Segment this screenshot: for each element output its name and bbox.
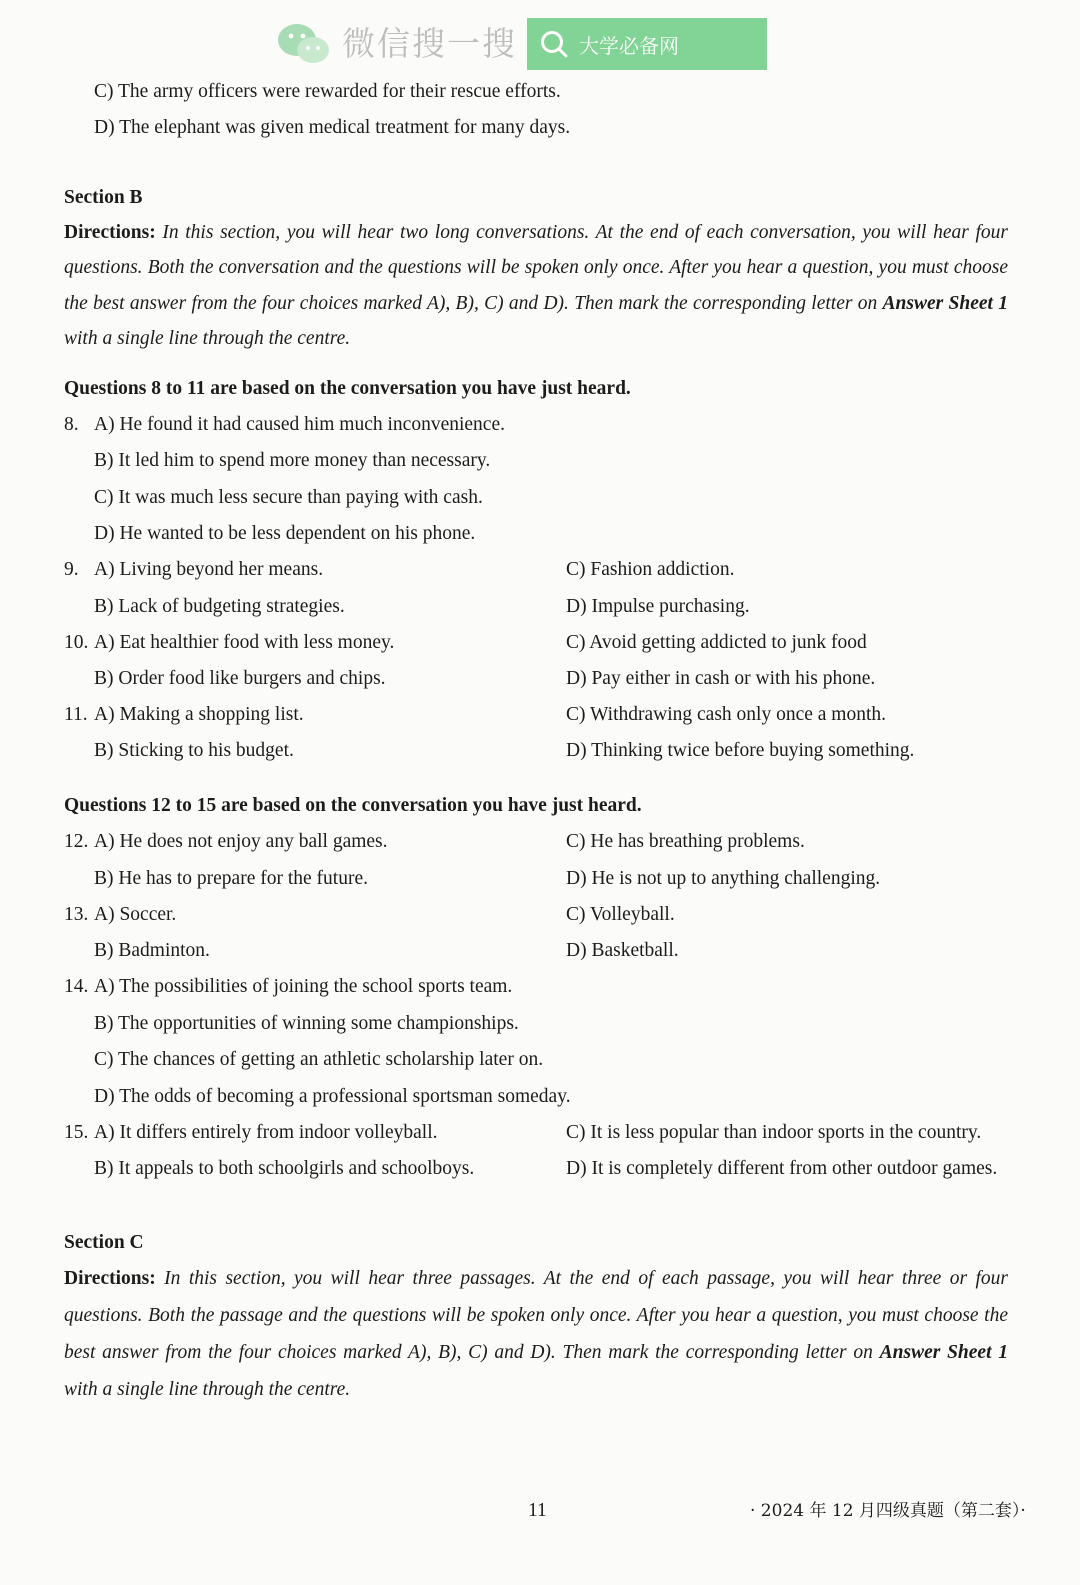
watermark-search-badge (527, 18, 767, 70)
question-number: 8. (64, 414, 79, 435)
option-a: A) Making a shopping list. (94, 704, 304, 725)
option-c: C) It was much less secure than paying with cash. (94, 487, 483, 508)
option-c: C) Avoid getting addicted to junk food (566, 632, 867, 653)
option-d: D) The odds of becoming a professional sportsman someday. (94, 1086, 571, 1107)
question-number: 14. (64, 976, 89, 997)
option-b: B) It appeals to both schoolgirls and schoolboys. (94, 1158, 475, 1179)
directions-text: In this section, you will hear two long conversations. At the end of each conversation, you will hear four questions. Both the conversation and the questions will be spoken only once. After you hear a question, you must choose the best answer from the four choices marked A), B), C) and D). Then mark the corresponding letter on (64, 222, 1008, 314)
option-c: C) The chances of getting an athletic scholarship later on. (94, 1049, 544, 1070)
option-a: A) It differs entirely from indoor volleyball. (94, 1122, 438, 1143)
option-a: A) He does not enjoy any ball games. (94, 831, 388, 852)
exam-label: · 2024 年 12 月四级真题（第二套）· (750, 1501, 1026, 1521)
option-b: B) Badminton. (94, 940, 210, 961)
option-c: C) Withdrawing cash only once a month. (566, 704, 886, 725)
option-d: D) It is completely different from other outdoor games. (566, 1158, 998, 1179)
search-icon (539, 29, 569, 59)
option-b: B) It led him to spend more money than necessary. (94, 450, 491, 471)
option-b: B) The opportunities of winning some championships. (94, 1013, 519, 1034)
option-d: D) Pay either in cash or with his phone. (566, 668, 876, 689)
watermark-text: 微信搜一搜 (342, 24, 517, 63)
option-d: D) Impulse purchasing. (566, 596, 750, 617)
watermark-badge-text: 大学必备网 (579, 33, 679, 58)
question-number: 13. (64, 904, 89, 925)
answer-sheet-label: Answer Sheet 1 (879, 1342, 1008, 1363)
directions-label: Directions: (64, 222, 156, 243)
option-d: D) Thinking twice before buying something. (566, 740, 915, 761)
directions-label: Directions: (64, 1268, 156, 1289)
prev-option-d: D) The elephant was given medical treatment for many days. (94, 117, 571, 138)
option-d: D) Basketball. (566, 940, 679, 961)
page-number: 11 (528, 1500, 547, 1521)
question-group-heading: Questions 12 to 15 are based on the conversation you have just heard. (64, 795, 642, 816)
section-b-directions (64, 215, 1008, 356)
question-number: 9. (64, 559, 79, 580)
option-a: A) The possibilities of joining the school sports team. (94, 976, 513, 997)
option-c: C) Fashion addiction. (566, 559, 735, 580)
option-d: D) He is not up to anything challenging. (566, 868, 881, 889)
option-a: A) Soccer. (94, 904, 177, 925)
question-group-heading: Questions 8 to 11 are based on the conversation you have just heard. (64, 378, 631, 399)
option-b: B) Order food like burgers and chips. (94, 668, 386, 689)
option-c: C) He has breathing problems. (566, 831, 805, 852)
section-c-directions (64, 1260, 1008, 1408)
question-number: 15. (64, 1122, 89, 1143)
wechat-search-watermark (276, 18, 767, 70)
option-a: A) Eat healthier food with less money. (94, 632, 395, 653)
question-number: 10. (64, 632, 89, 653)
option-c: C) Volleyball. (566, 904, 675, 925)
wechat-logo-icon (276, 21, 332, 67)
option-b: B) Sticking to his budget. (94, 740, 294, 761)
option-a: A) He found it had caused him much inconvenience. (94, 414, 505, 435)
option-a: A) Living beyond her means. (94, 559, 324, 580)
option-b: B) Lack of budgeting strategies. (94, 596, 345, 617)
directions-text-end: with a single line through the centre. (64, 327, 351, 349)
question-number: 11. (64, 704, 88, 725)
option-b: B) He has to prepare for the future. (94, 868, 368, 889)
section-c-title: Section C (64, 1232, 144, 1253)
section-b-title: Section B (64, 187, 143, 208)
prev-option-c: C) The army officers were rewarded for their rescue efforts. (94, 81, 561, 102)
option-c: C) It is less popular than indoor sports in the country. (566, 1122, 982, 1143)
question-number: 12. (64, 831, 89, 852)
directions-text-end: with a single line through the centre. (64, 1379, 351, 1400)
option-d: D) He wanted to be less dependent on his phone. (94, 523, 476, 544)
directions-text: In this section, you will hear three passages. At the end of each passage, you will hear three or four questions. Both the passage and the questions will be spoken only once. After you hear a question, you must choose the best answer from the four choices marked A), B), C) and D). Then mark the corresponding letter on (64, 1268, 1008, 1363)
answer-sheet-label: Answer Sheet 1 (882, 292, 1008, 314)
